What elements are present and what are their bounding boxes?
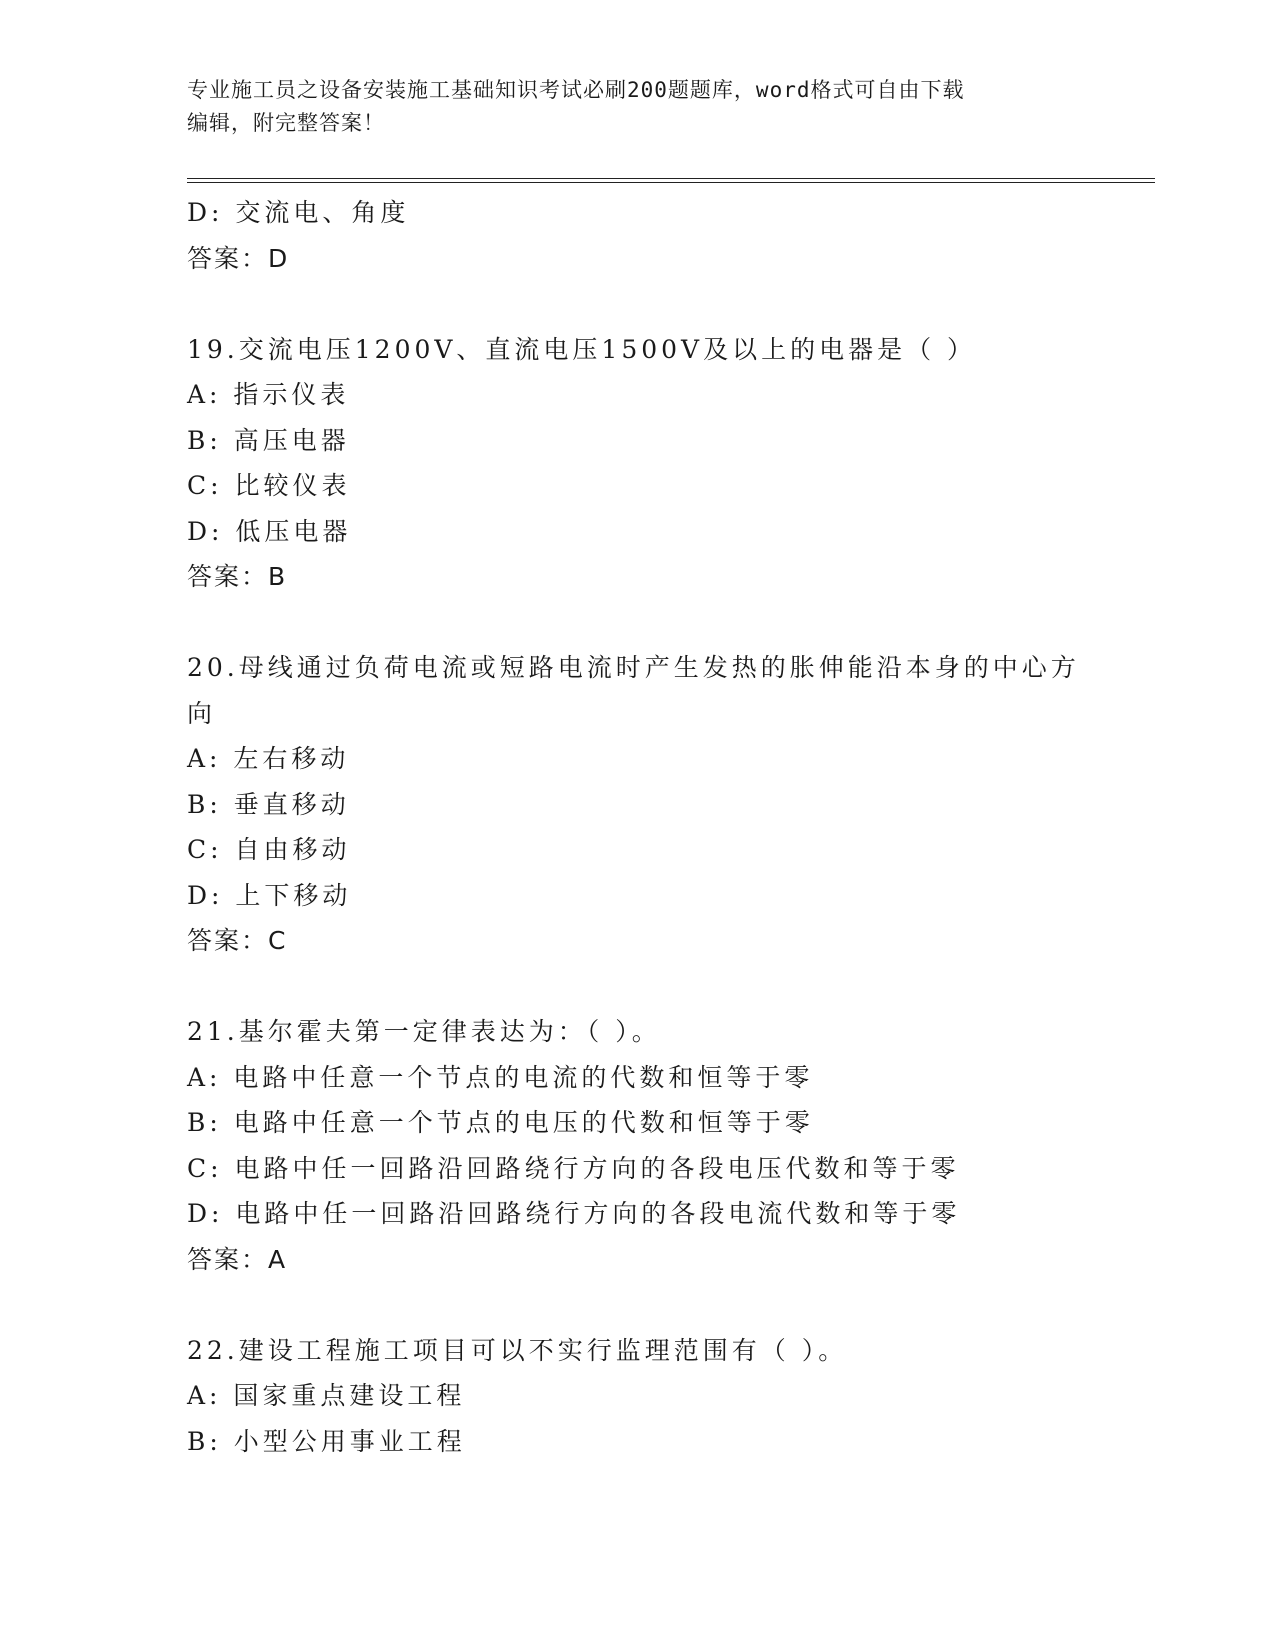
question-stem-line-1: 20.母线通过负荷电流或短路电流时产生发热的胀伸能沿本身的中心方 — [187, 653, 1080, 682]
option-c: C: 比较仪表 — [187, 471, 351, 500]
question-list — [187, 190, 1155, 1464]
option-b: B: 电路中任意一个节点的电压的代数和恒等于零 — [187, 1108, 814, 1137]
answer: 答案：C — [187, 926, 288, 955]
header-double-rule — [187, 178, 1155, 183]
option-d: D: 电路中任一回路沿回路绕行方向的各段电流代数和等于零 — [187, 1199, 961, 1228]
question-19 — [187, 327, 1155, 600]
spacer — [187, 1282, 1155, 1328]
spacer — [187, 281, 1155, 327]
header-line-2: 编辑，附完整答案！ — [187, 111, 385, 135]
answer: 答案：A — [187, 1244, 288, 1274]
answer: 答案：B — [187, 562, 288, 591]
spacer — [187, 964, 1155, 1010]
option-a: A: 国家重点建设工程 — [187, 1381, 466, 1410]
option-c: C: 自由移动 — [187, 835, 351, 864]
option-b: B: 高压电器 — [187, 425, 350, 455]
question-stem: 22.建设工程施工项目可以不实行监理范围有（ ）。 — [187, 1335, 848, 1365]
option-b: B: 小型公用事业工程 — [187, 1426, 466, 1456]
question-stem: 21.基尔霍夫第一定律表达为：（ ）。 — [187, 1017, 661, 1046]
option-c: C: 电路中任一回路沿回路绕行方向的各段电压代数和等于零 — [187, 1153, 960, 1183]
question-20 — [187, 645, 1155, 964]
option-a: A: 电路中任意一个节点的电流的代数和恒等于零 — [187, 1062, 814, 1092]
document-header — [187, 74, 1087, 140]
option-d: D: 上下移动 — [187, 880, 352, 910]
question-21 — [187, 1009, 1155, 1282]
option-a: A: 指示仪表 — [187, 380, 350, 409]
question-stem: 19.交流电压1200V、直流电压1500V及以上的电器是（ ） — [187, 334, 977, 364]
prev-option-d: D: 交流电、角度 — [187, 198, 410, 227]
option-b: B: 垂直移动 — [187, 789, 350, 819]
question-22 — [187, 1328, 1155, 1465]
spacer — [187, 600, 1155, 646]
option-a: A: 左右移动 — [187, 744, 350, 773]
header-line-1: 专业施工员之设备安装施工基础知识考试必刷200题题库，word格式可自由下载 — [187, 78, 965, 102]
question-stem-line-2: 向 — [187, 698, 217, 728]
prev-answer: 答案：D — [187, 243, 290, 273]
option-d: D: 低压电器 — [187, 516, 352, 546]
